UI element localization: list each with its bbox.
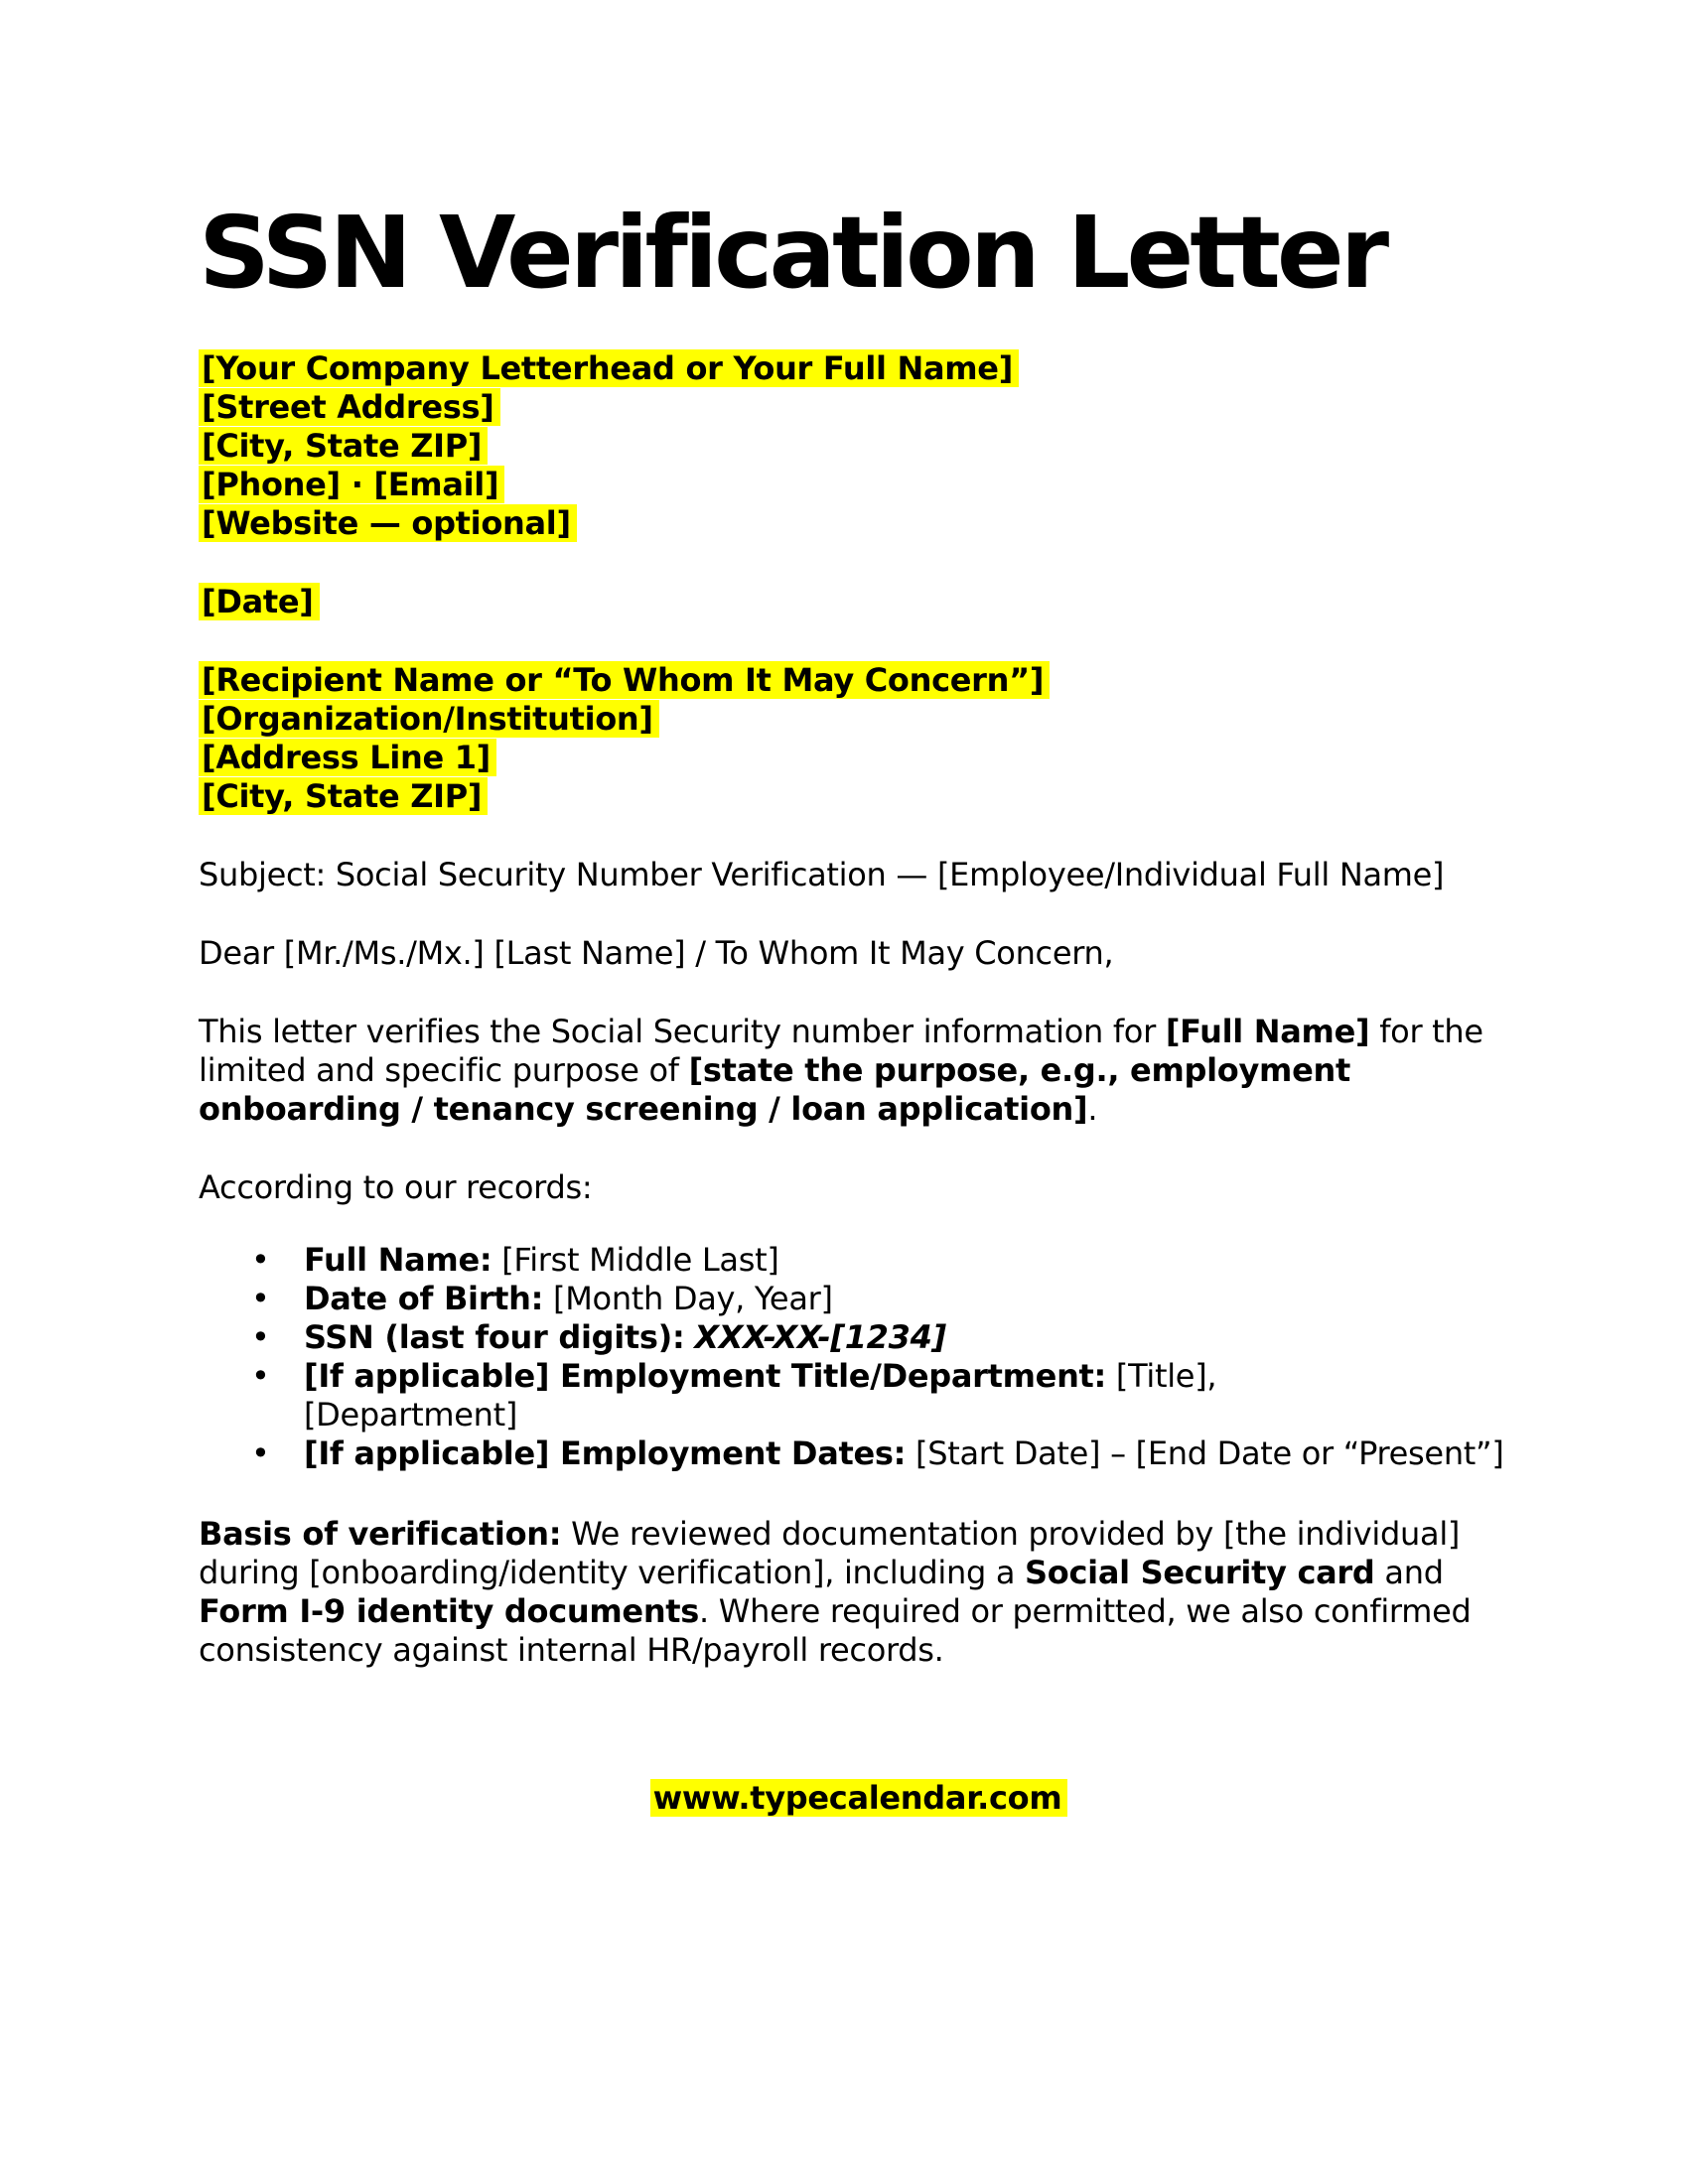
footer-link[interactable]: www.typecalendar.com: [650, 1779, 1068, 1817]
letterhead-line: [Street Address]: [199, 388, 1519, 427]
record-item-employment-dates: • [If applicable] Employment Dates: [Start Date] – [End Date or “Present”]: [199, 1434, 1519, 1473]
subject-line: Subject: Social Security Number Verification — [Employee/Individual Full Name]: [199, 856, 1445, 893]
footer: [199, 1779, 1519, 1818]
record-item-date-of-birth: • Date of Birth: [Month Day, Year]: [199, 1280, 1519, 1318]
record-item-full-name: • Full Name: [First Middle Last]: [199, 1241, 1519, 1280]
recipient-line: [Organization/Institution]: [199, 700, 1519, 739]
records-list: [199, 1241, 1519, 1473]
letterhead-line: [Website — optional]: [199, 504, 1519, 543]
date-block: [199, 583, 1519, 621]
letterhead-line: [Phone] · [Email]: [199, 466, 1519, 504]
date-placeholder: [Date]: [199, 583, 320, 620]
basis-paragraph: Basis of verification: We reviewed documentation provided by [the individual] during [onboarding/identity verification], including a Social Security card and Form I-9 identity documents. Where required or permitted, we also confirmed consistency against internal HR/payroll records.: [199, 1515, 1472, 1669]
intro-paragraph: This letter verifies the Social Security number information for [Full Name] for the limited and specific purpose of [state the purpose, e.g., employment onboarding / tenancy screening / loan application].: [199, 1013, 1483, 1128]
records-intro: According to our records:: [199, 1168, 593, 1206]
recipient-line: [City, State ZIP]: [199, 777, 1519, 816]
recipient-line: [Recipient Name or “To Whom It May Concern”]: [199, 661, 1519, 700]
letterhead-line: [Your Company Letterhead or Your Full Name]: [199, 349, 1519, 388]
letterhead-line: [City, State ZIP]: [199, 427, 1519, 466]
recipient-block: [199, 661, 1519, 816]
record-item-employment-title: • [If applicable] Employment Title/Department: [Title], [Department]: [199, 1357, 1519, 1434]
salutation: Dear [Mr./Ms./Mx.] [Last Name] / To Whom It May Concern,: [199, 934, 1114, 972]
record-item-ssn-last-four: • SSN (last four digits): XXX-XX-[1234]: [199, 1318, 1519, 1357]
page-title: SSN Verification Letter: [199, 195, 1386, 311]
recipient-line: [Address Line 1]: [199, 739, 1519, 777]
letterhead-block: [199, 349, 1519, 543]
